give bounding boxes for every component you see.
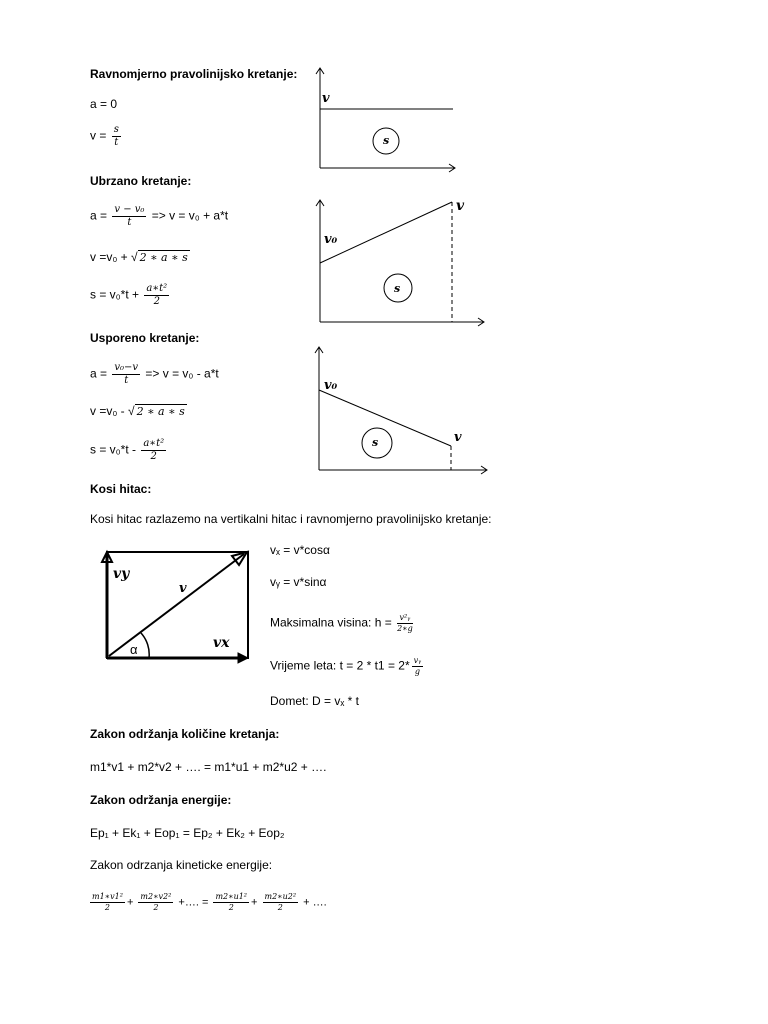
fraction-num: m2∗v2²	[140, 892, 172, 901]
formula-s-decel	[90, 438, 168, 463]
formula-lhs: a =	[90, 366, 108, 381]
formula-s-accel	[90, 283, 171, 308]
formula-vx: vₓ = v*cosα	[270, 543, 330, 557]
fraction-num: v − v₀	[114, 204, 145, 215]
label-v: v	[456, 198, 465, 214]
formula-lhs: a =	[90, 208, 108, 223]
formula-lhs: s = v₀*t -	[90, 442, 136, 457]
fraction-den: 2	[228, 903, 234, 912]
label-vx: vx	[213, 635, 230, 651]
graph-accelerated-motion	[312, 196, 492, 331]
formula-flight-time	[270, 656, 425, 677]
sqrt-term: 2 ∗ a ∗ s	[136, 405, 185, 418]
fraction-den: 2	[153, 903, 159, 912]
fraction	[412, 656, 424, 677]
fraction-den: g	[414, 667, 420, 676]
label-s: s	[383, 134, 390, 147]
fraction-num: a∗t²	[143, 438, 165, 449]
sqrt-term: 2 ∗ a ∗ s	[139, 251, 188, 264]
label-v0: v₀	[324, 232, 338, 247]
heading-projectile: Kosi hitac:	[90, 482, 152, 496]
formula-a-zero: a = 0	[90, 97, 118, 111]
fraction-num: v²ᵧ	[397, 613, 413, 624]
formula-energy: Ep₁ + Ek₁ + Eop₁ = Ep₂ + Ek₂ + Eop₂	[90, 826, 285, 840]
graph-uniform-motion	[312, 64, 462, 174]
fraction	[138, 892, 173, 913]
fraction	[213, 892, 249, 913]
fraction-den: 2	[153, 296, 160, 307]
label-v0: v₀	[324, 378, 338, 393]
label-vy: vy	[113, 566, 130, 582]
fraction	[112, 362, 140, 387]
fraction-den: 2	[150, 451, 157, 462]
heading-accelerated-motion: Ubrzano kretanje:	[90, 174, 192, 188]
formula-lhs: v =	[90, 128, 107, 143]
formula-range: Domet: D = vₓ * t	[270, 694, 359, 708]
intro-projectile: Kosi hitac razlazemo na vertikalni hitac i ravnomjerno pravolinijsko kretanje:	[90, 512, 492, 526]
formula-decel	[90, 362, 219, 387]
label-v: v	[179, 581, 187, 596]
fraction-num: m2∗u2²	[264, 892, 297, 901]
fraction-num: m2∗u1²	[215, 892, 248, 901]
fraction-den: t	[114, 137, 119, 148]
fraction	[263, 892, 299, 913]
graph-decelerated-motion	[311, 342, 493, 477]
fraction-den: 2	[104, 903, 111, 912]
heading-energy-conservation: Zakon održanja energije:	[90, 793, 232, 807]
fraction-den: 2∗g	[397, 624, 413, 633]
fraction-num: a∗t²	[146, 283, 168, 294]
formula-rhs: => v = v₀ + a*t	[151, 208, 229, 223]
heading-kinetic-energy-conservation: Zakon odrzanja kineticke energije:	[90, 858, 273, 872]
fraction	[144, 283, 169, 308]
formula-mid: +…. =	[178, 896, 209, 909]
fraction-den: t	[127, 217, 132, 228]
formula-kinetic-energy: $\frac{\text{m1∗v1²}}{2}$ + $\frac{\text{m2∗v2²}}{2}$ +…. = $\frac{\text{m2∗u1²}}{2}$ + $\frac{\text{m2∗u2²}}{2}$ + ….	[92, 892, 327, 912]
formula-rhs: => v = v₀ - a*t	[145, 366, 219, 381]
label-s: s	[394, 282, 401, 295]
formula-tail: + ….	[303, 896, 327, 909]
formula-lhs: s = v₀*t +	[90, 287, 140, 302]
fraction	[112, 204, 146, 229]
formula-lhs: Maksimalna visina: h =	[270, 615, 392, 630]
formula-v-sqrt-decel: v =v₀ - √ 2 ∗ a ∗ s	[90, 404, 185, 418]
label-v: v	[322, 91, 330, 106]
alpha-icon: α	[130, 642, 138, 657]
fraction	[112, 124, 121, 149]
fraction-num: v₀−v	[114, 362, 139, 373]
formula-accel	[90, 204, 228, 229]
formula-v-s-over-t	[90, 124, 123, 149]
formula-max-height	[270, 613, 415, 634]
formula-vy: vᵧ = v*sinα	[270, 575, 327, 589]
fraction-num: m1∗v1²	[92, 892, 123, 901]
fraction	[141, 438, 166, 463]
formula-v-sqrt: v =v₀ + √ 2 ∗ a ∗ s	[90, 250, 188, 264]
fraction-den: t	[124, 375, 129, 386]
heading-uniform-motion: Ravnomjerno pravolinijsko kretanje:	[90, 67, 298, 81]
formula-lhs: v =v₀ -	[90, 404, 128, 418]
fraction	[397, 613, 413, 634]
formula-momentum: m1*v1 + m2*v2 + …. = m1*u1 + m2*u2 + ….	[90, 760, 327, 774]
heading-momentum-conservation: Zakon održanja količine kretanja:	[90, 727, 280, 741]
fraction-den: 2	[277, 903, 283, 912]
formula-lhs: v =v₀ +	[90, 250, 131, 264]
fraction-num: vᵧ	[413, 656, 422, 665]
heading-decelerated-motion: Usporeno kretanje:	[90, 331, 200, 345]
fraction-num: s	[113, 124, 119, 135]
formula-lhs: Vrijeme leta: t = 2 * t1 = 2*	[270, 658, 410, 673]
fraction	[90, 892, 125, 913]
label-s: s	[372, 436, 379, 449]
label-v: v	[454, 430, 462, 445]
